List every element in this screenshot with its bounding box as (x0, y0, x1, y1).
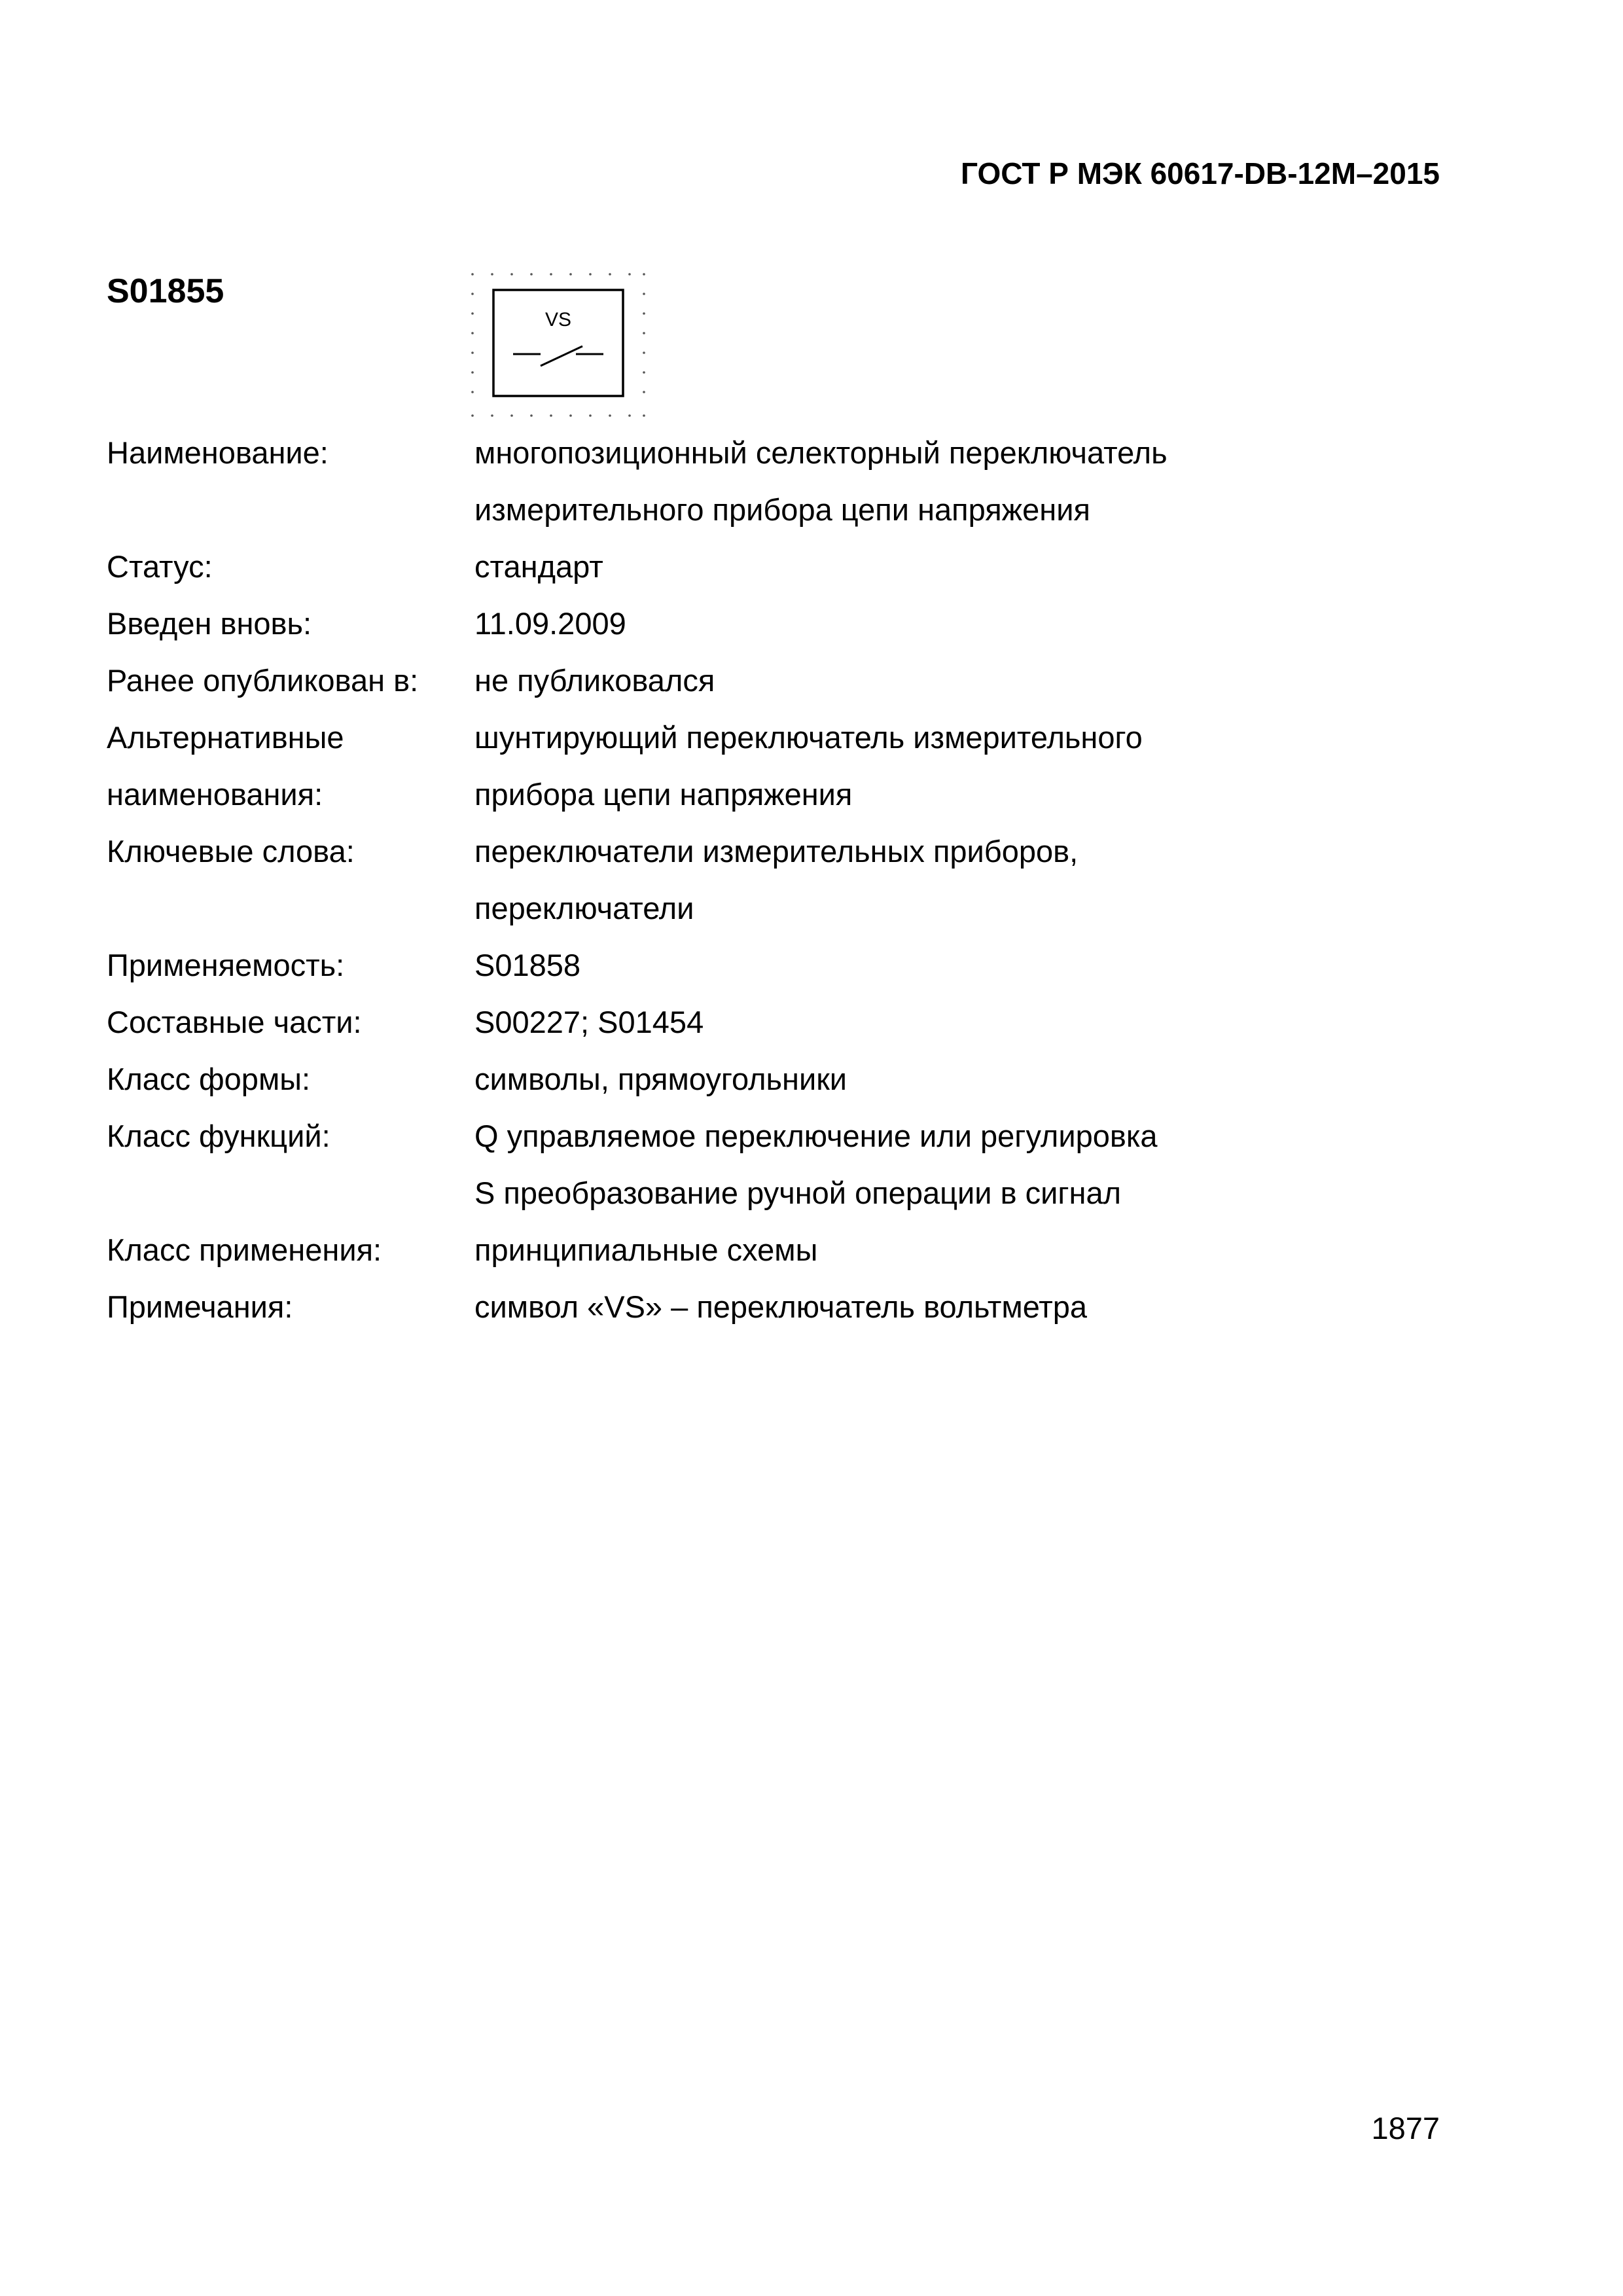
field-label: Примечания: (107, 1289, 293, 1324)
field-keywords (107, 823, 1383, 937)
symbol-frame (493, 290, 623, 396)
field-value: переключатели измерительных приборов, переключатели (474, 834, 1079, 925)
field-status (107, 538, 1383, 595)
field-label: Альтернативные наименования: (107, 720, 344, 812)
field-application-class (107, 1221, 1383, 1278)
field-value: символы, прямоугольники (474, 1062, 847, 1096)
field-previously-published (107, 652, 1383, 709)
field-value: Q управляемое переключение или регулировка S преобразование ручной операции в сигнал (474, 1119, 1158, 1210)
field-applicability (107, 937, 1383, 994)
field-label: Ранее опубликован в: (107, 663, 419, 698)
field-label: Класс применения: (107, 1232, 382, 1267)
attribute-table (107, 424, 1383, 1335)
field-value: не публиковался (474, 663, 715, 698)
field-alternative-names (107, 709, 1383, 823)
field-introduced (107, 595, 1383, 652)
field-label: Наименование: (107, 435, 329, 470)
field-value: S00227; S01454 (474, 1005, 704, 1039)
field-value: стандарт (474, 549, 603, 584)
field-value: многопозиционный селекторный переключатель измерительного прибора цепи напряжения (474, 435, 1168, 527)
document-header: ГОСТ Р МЭК 60617-DB-12M–2015 (961, 156, 1440, 190)
symbol-graphic (470, 272, 647, 422)
symbol-label: VS (544, 309, 572, 331)
field-value: 11.09.2009 (474, 606, 626, 641)
field-label: Введен вновь: (107, 606, 312, 641)
field-components (107, 994, 1383, 1050)
switch-blade (541, 346, 582, 366)
field-shape-class (107, 1050, 1383, 1107)
field-value: принципиальные схемы (474, 1232, 818, 1267)
field-label: Класс функций: (107, 1119, 330, 1153)
field-label: Статус: (107, 549, 213, 584)
field-value: символ «VS» – переключатель вольтметра (474, 1289, 1088, 1324)
field-label: Ключевые слова: (107, 834, 355, 869)
field-value: шунтирующий переключатель измерительного прибора цепи напряжения (474, 720, 1143, 812)
field-function-class (107, 1107, 1383, 1221)
symbol-id: S01855 (107, 272, 224, 310)
field-value: S01858 (474, 948, 581, 982)
field-name (107, 424, 1383, 538)
field-label: Применяемость: (107, 948, 345, 982)
page-number: 1877 (1371, 2111, 1440, 2145)
field-label: Составные части: (107, 1005, 362, 1039)
field-notes (107, 1278, 1383, 1335)
field-label: Класс формы: (107, 1062, 311, 1096)
